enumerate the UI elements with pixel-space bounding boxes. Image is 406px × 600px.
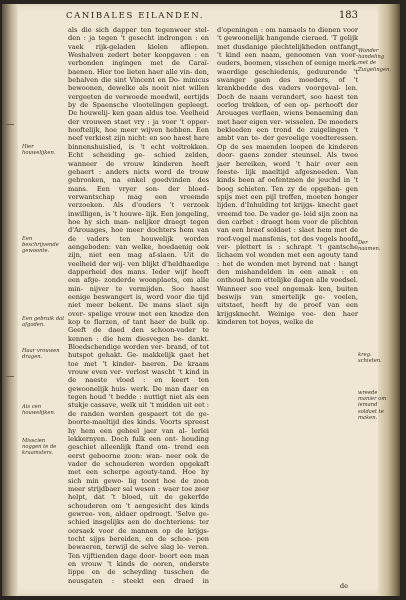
margin-rule [6,124,14,125]
margin-note-left: Haar vrouwen dragen. [22,348,60,361]
body-paragraph: als die sich dapper ten tegenweer stel- den : ja tegen 't gesecht indrongen : en vaek rijk-geladen kielen afliepen. Weshalven zedert beter koopgaven : en verbonden ingingen met de Caraï- baenen. Hier toe lieten haer alle vin- den, behalven die sint Vincent en Do- minicus bewoonen, dewelke als nooit niet willen vergeeten de verwoede moedwil, eertijds by de Spaensche vlootelingen gepleegt. De houwelij- ken gaan aldus toe. Veelheid der vrouwen staet vry : ja voor 't opper- hooftelijk, hoe meer wijven hebben. Een neef verkiest zijn nicht: en soo haest hare binnenshuislied, is 't echt voltrokken. Echt scheiding ge- schied zelden, wanneer de vrouw kinderen heeft gebaert : anders nicts word de trouw gebrooken, na enkel goedvinden des mans. Een vryer son- der bloed-verwantschap mag een vreemde verzoeken. Als d'ouders 't verzoek inwilligen, is 't houwe- lijk. Een jongeling, hoe hy sich man- nelijker draegt tegen d'Arouages, hoe meer dochters hem van de vaders ten houwelijk worden aengeboden: van welke, hoedaenig ook zijn, niet een mag af-slaen. Uit de veelheid der wij- ven blijkt d'heldhaedige dapperheid des mans. Ieder wijf heeft een afge- zonderde woonplaets, om alle min- nijver te vermijden. Soo haest eenige beswangert is, word voor die tijd niet meer bekent. De mans slaet sijn over- spelige vrouw met een knodze den kop te flarzen, of tant haer de bulk op. Geeft de daed den schoon-vader te kennen : die hem diesvegen be- dankt. Bloedschendige worden ver- brand, of tot hutspot gehakt. Ge- makkelijk gaet het toe met 't kinder- baeren. De kraam vrouw even ver- verlost wascht 't kind in de naeste vloed : en keert ten gewoonelijk huis- werk. De man daer en tegen houd 't bedde : nuttigt niet als een stukje cassave, welk uit 't midden uit eet : de randen worden gespaert tot de ge- boorte-maeltijd des kinds. Voorts spreest hy hem een geheel jaer van al- lerlei lekkernyen. Doch fulk een ont- houding geschiet alleenlijk ftand om- trend een eerst geboorne zoon: wan- neer ook de vader de schouderen worden opgekaft met een scherpe agouty-tand. Hoe hy sich min gewo- lig toont hoe de zoon meer strijdbaer sal wesen : waer toe zeer helpt, dat 't bloed, uit de gekerfde schouderen om 't aengesicht des kinds gewree- ven, aldaer opdroogt. 'Selve ge- schied insgelijks aen de dochteriens: ter oorsaek voor de mannen op de krijgs-tocht sijps bereiden, en de schoe- pen bewaeren, terwijl de selve slag le- veren. Ten vijftienden dage door- boort een man en vrouw 't kinds de ooren, onderste lippe en de scheyding tusschen de neusgaten : steekt een draed in d'openingen : om namaels to dienen voor 't gewoonelijk hangende cieraed. 'T gelijk met dusdanige plechtelijkheden ontfangt 't kind een naam, genoomen van voor-ouders, boomen, visschen of eenige merk- waerdige geschiedenis, geduurende 't swanger gaen des moeders, of 't krankbedde des vaders voorgeval- len. Doch de naam verandert, soo haest ten oorlog trekken, of een op- perhooft der Arouages verflaen, wiens benaeming dan met haer eigen ver- wisselen. De moeders bekleeden een trond de zuigelingen 't ambt van te- der gevoelige voedteressen. Op de ses maenden loopen de kinderen door- gaens zonder steunsel. Als twee jaer bereiken, word 't hair over een feeste- lijk maeltijd afgesneeden. Van kinds been af oefentmen de jeuchd in 't boog schieten. Ten zy de opgehan- gen spijs met een pijl treffen, moeten honger lijden. d'Inhulding tot krijgs- knecht gaet vreemd toe. De vader ge- leid sijn zoon na den carbet : draegt hem voor de plichten van een braef soldaet : slaet hem met de roof-vogel mansfenis, tot des vogels hoofd ver- plettert is : schrapt 't gantsche lichaem vol wonden met een agouty tand : het de wonden met byrend nat : hangt den mishandelden in een amak : en onthoud hem ettelijke dagen alle voedsel. Wanneer soo veel ongemak- ken, buiten beswijs van smertelijk ge- voelen, uitstaet, heeft hy de proef van een krijgsknecht. Weinige voe- den haer kinderen tot boyes, welke de [68,26,358,585]
margin-note-left: Misscien noggen te de kraamsters. [22,438,57,457]
margin-note-left: Hier houwelijken. [22,144,56,157]
page-number: 183 [338,10,358,21]
margin-rule [6,376,14,377]
catchword: de [339,582,348,590]
page-edge [378,4,400,596]
margin-note-left: Een beschrijvende gewoonte. [22,236,59,255]
margin-note-left: Ais cen houwelijken. [22,404,56,417]
margin-note-left: Een gebruik dat afgoden. [22,316,65,329]
book-page [2,4,400,596]
body-text [68,26,358,592]
running-title: CANIBALES EILANDEN. [66,11,204,21]
page-gutter [2,4,18,596]
running-header [66,10,358,24]
margin-note-right: Wonder handeling met de Zuigelingen. [358,48,392,73]
margin-note-right: wreede manier om iemand soldaet te maken. [358,390,387,421]
margin-note-right: Der naamen. [358,240,381,253]
margin-note-right: kreg. schieten. [358,352,382,365]
